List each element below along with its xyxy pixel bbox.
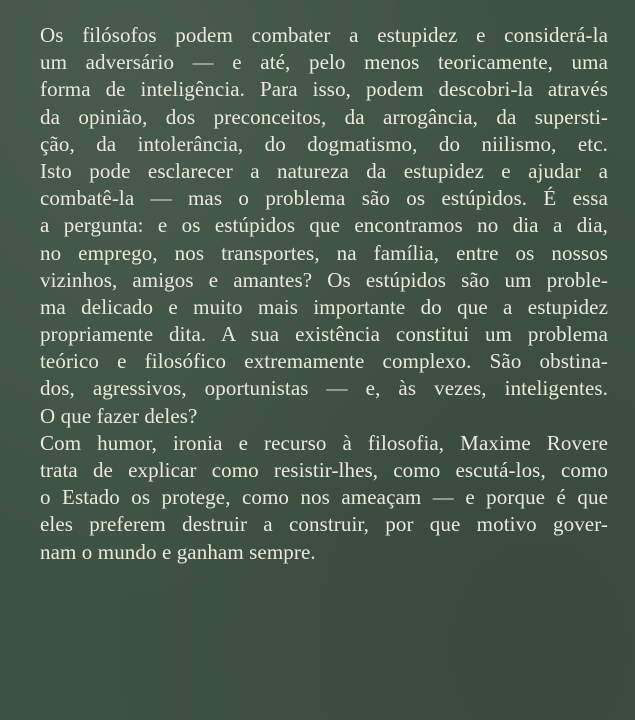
text-line-last: O que fazer deles? <box>40 403 198 428</box>
text-line: um adversário — e até, pelo menos teoricamente, uma <box>40 50 608 75</box>
text-line: teórico e filosófico extremamente complexo. São obstina- <box>40 349 608 374</box>
text-line: ção, da intolerância, do dogmatismo, do niilismo, etc. <box>40 131 608 156</box>
text-line: Com humor, ironia e recurso à filosofia, Maxime Rovere <box>40 430 608 455</box>
text-line: Isto pode esclarecer a natureza da estupidez e ajudar a <box>40 158 608 183</box>
text-line: combatê-la — mas o problema são os estúpidos. É essa <box>40 186 608 211</box>
text-line: o Estado os protege, como nos ameaçam — e porque é que <box>40 485 608 510</box>
blurb-text <box>40 22 608 566</box>
text-line: da opinião, dos preconceitos, da arrogância, da supersti- <box>40 104 608 129</box>
text-line: vizinhos, amigos e amantes? Os estúpidos são um proble- <box>40 267 608 292</box>
text-line: propriamente dita. A sua existência constitui um problema <box>40 322 608 347</box>
text-line: forma de inteligência. Para isso, podem descobri-la através <box>40 77 608 102</box>
text-line: dos, agressivos, oportunistas — e, às vezes, inteligentes. <box>40 376 608 401</box>
paragraph-1 <box>40 22 608 430</box>
text-line: Os filósofos podem combater a estupidez e considerá-la <box>40 23 608 47</box>
text-line: ma delicado e muito mais importante do que a estupidez <box>40 294 608 319</box>
text-line: a pergunta: e os estúpidos que encontramos no dia a dia, <box>40 213 608 238</box>
text-line-last: nam o mundo e ganham sempre. <box>40 539 316 564</box>
text-line: trata de explicar como resistir-lhes, como escutá-los, como <box>40 458 608 482</box>
text-line: eles preferem destruir a construir, por que motivo gover- <box>40 512 608 537</box>
text-line: no emprego, nos transportes, na família, entre os nossos <box>40 240 608 265</box>
paragraph-2 <box>40 430 608 566</box>
